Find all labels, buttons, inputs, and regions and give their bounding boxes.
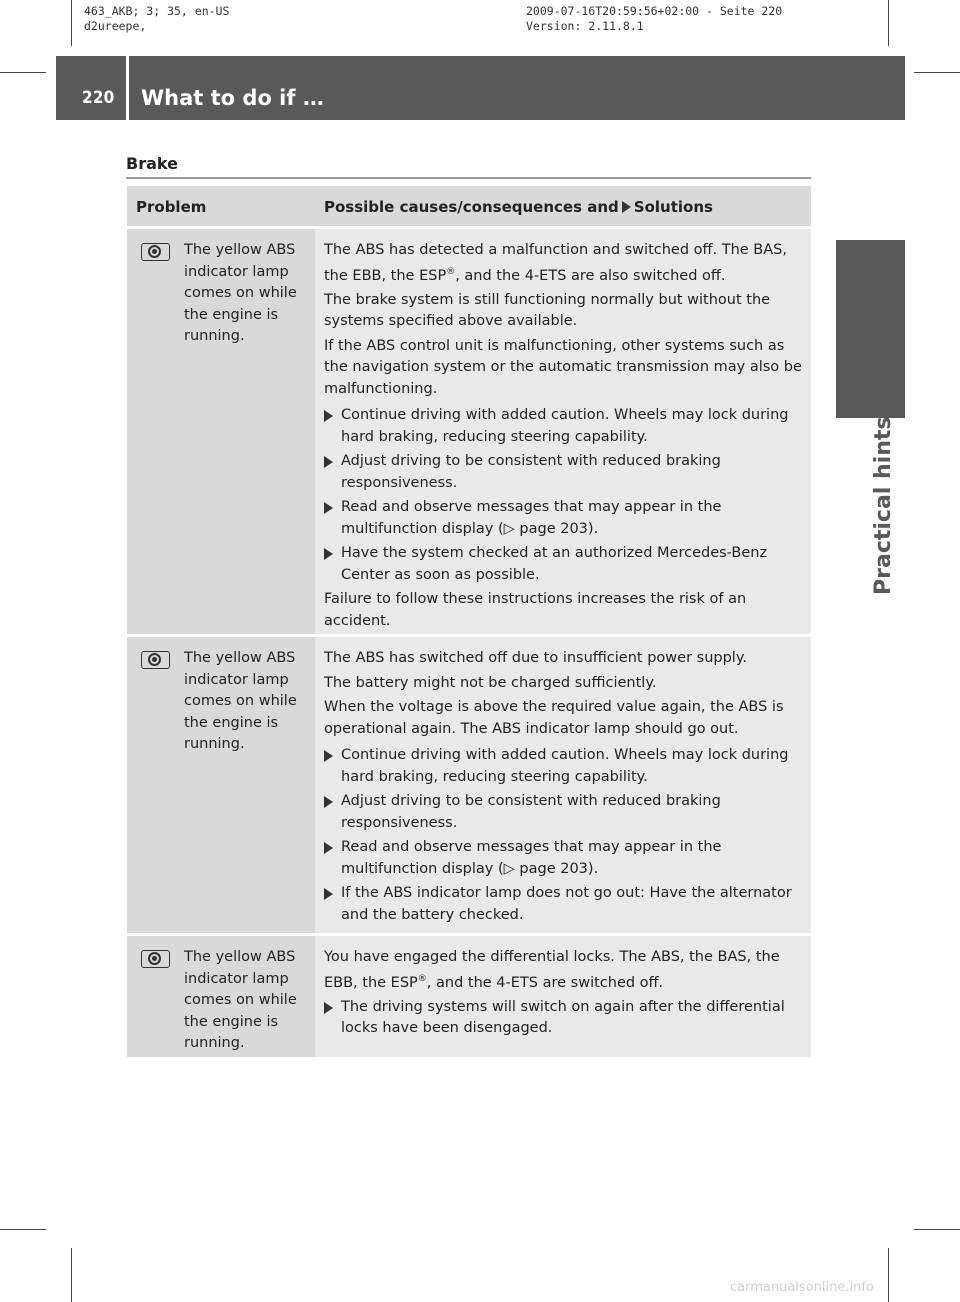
section-rule xyxy=(126,177,811,179)
abs-warning-lamp-icon xyxy=(141,243,170,261)
step-arrow-icon xyxy=(324,888,333,900)
side-tab-gap xyxy=(836,120,905,176)
solution-step xyxy=(324,405,805,448)
step-arrow-icon xyxy=(324,502,333,514)
step-text: Read and observe messages that may appear in the multifunction display (▷ page 203). xyxy=(341,839,722,877)
step-arrow-icon xyxy=(324,410,333,422)
cause-paragraph: When the voltage is above the required value again, the ABS is operational again. The ABS indicator lamp should go out. xyxy=(324,699,784,737)
cause-paragraph: If the ABS control unit is malfunctioning, other systems such as the navigation system or the automatic transmission may also be malfunctioning. xyxy=(324,337,802,397)
solution-step xyxy=(324,745,805,788)
col-header-solutions xyxy=(315,186,811,226)
print-meta-right-line2: Version: 2.11.8.1 xyxy=(526,19,644,33)
step-arrow-icon xyxy=(324,456,333,468)
solution-step xyxy=(324,451,805,494)
table-row xyxy=(127,933,811,1057)
cause-text-end: , and the 4-ETS are also switched off. xyxy=(455,267,726,284)
table-row xyxy=(127,634,811,933)
page-number: 220 xyxy=(82,88,115,108)
step-text: Adjust driving to be consistent with reduced braking responsiveness. xyxy=(341,453,721,491)
cause-text: The ABS has detected a malfunction and switched off. The BAS, the EBB, the ESP xyxy=(324,242,787,284)
print-meta-right xyxy=(526,4,782,34)
crop-mark xyxy=(888,0,889,46)
cause-paragraph: The brake system is still functioning normally but without the systems specified above available. xyxy=(324,291,771,330)
cause-paragraph: The battery might not be charged sufficiently. xyxy=(324,674,657,691)
problem-cell xyxy=(127,936,315,1057)
crop-mark xyxy=(71,1248,72,1302)
print-meta-left-line1: 463_AKB; 3; 35, en-US xyxy=(84,4,230,18)
side-tab xyxy=(836,240,905,1200)
step-arrow-icon xyxy=(324,1002,333,1014)
problem-cell xyxy=(127,229,315,634)
problem-text: The yellow ABS indicator lamp comes on while the engine is running. xyxy=(184,242,297,344)
step-text: Have the system checked at an authorized Mercedes-Benz Center as soon as possible. xyxy=(341,545,768,583)
print-meta-left xyxy=(84,4,229,34)
table-header xyxy=(127,186,811,226)
step-text: Continue driving with added caution. Wheels may lock during hard braking, reducing steering capability. xyxy=(341,407,789,445)
side-tab-label: Practical hints xyxy=(871,416,896,595)
solution-step xyxy=(324,543,805,586)
step-arrow-icon xyxy=(324,750,333,762)
cause-paragraph: The ABS has switched off due to insufficient power supply. xyxy=(324,650,747,666)
table-row xyxy=(127,226,811,634)
step-text: Read and observe messages that may appear in the multifunction display (▷ page 203). xyxy=(341,499,722,537)
solutions-cell xyxy=(315,637,811,933)
abs-warning-lamp-icon xyxy=(141,651,170,669)
crop-mark xyxy=(0,72,46,73)
crop-mark xyxy=(914,1229,960,1230)
registered-mark: ® xyxy=(417,973,427,984)
step-text: The driving systems will switch on again after the differential locks have been disengaged. xyxy=(341,998,785,1037)
step-arrow-icon xyxy=(324,796,333,808)
col-header-solutions-suffix: Solutions xyxy=(633,198,713,216)
crop-mark xyxy=(914,72,960,73)
step-arrow-icon xyxy=(324,548,333,560)
abs-warning-lamp-icon xyxy=(141,950,170,968)
crop-mark xyxy=(888,1248,889,1302)
solution-step xyxy=(324,497,805,540)
problem-cell xyxy=(127,637,315,933)
col-header-solutions-prefix: Possible causes/consequences and xyxy=(324,198,619,216)
problem-text: The yellow ABS indicator lamp comes on while the engine is running. xyxy=(184,650,297,752)
crop-mark xyxy=(0,1229,46,1230)
section-title: Brake xyxy=(126,154,178,173)
brake-table xyxy=(127,186,811,1057)
registered-mark: ® xyxy=(446,266,456,277)
cause-paragraph xyxy=(324,947,805,994)
solution-step xyxy=(324,791,805,834)
cause-text-end: , and the 4-ETS are switched off. xyxy=(426,974,664,991)
print-meta-left-line2: d2ureepe, xyxy=(84,19,147,33)
step-arrow-icon xyxy=(324,842,333,854)
chapter-title: What to do if … xyxy=(141,86,324,110)
solution-step xyxy=(324,883,805,926)
solution-step xyxy=(324,837,805,880)
step-text: Continue driving with added caution. Wheels may lock during hard braking, reducing steering capability. xyxy=(341,747,789,785)
side-tab-block xyxy=(836,240,905,418)
crop-mark xyxy=(71,0,72,46)
watermark: carmanualsonline.info xyxy=(730,1280,874,1295)
print-meta-right-line1: 2009-07-16T20:59:56+02:00 - Seite 220 xyxy=(526,4,783,18)
warning-paragraph: Failure to follow these instructions increases the risk of an accident. xyxy=(324,591,747,629)
col-header-problem: Problem xyxy=(136,198,207,216)
solutions-cell xyxy=(315,936,811,1057)
step-text: Adjust driving to be consistent with reduced braking responsiveness. xyxy=(341,793,721,831)
cause-paragraph xyxy=(324,240,805,287)
arrow-icon xyxy=(622,201,631,213)
cause-text: You have engaged the differential locks. The ABS, the BAS, the EBB, the ESP xyxy=(324,949,780,991)
solutions-cell xyxy=(315,229,811,634)
solution-step xyxy=(324,997,805,1040)
step-text: If the ABS indicator lamp does not go out: Have the alternator and the battery checked. xyxy=(341,885,792,923)
problem-text: The yellow ABS indicator lamp comes on while the engine is running. xyxy=(184,949,297,1051)
header-divider xyxy=(126,56,129,120)
